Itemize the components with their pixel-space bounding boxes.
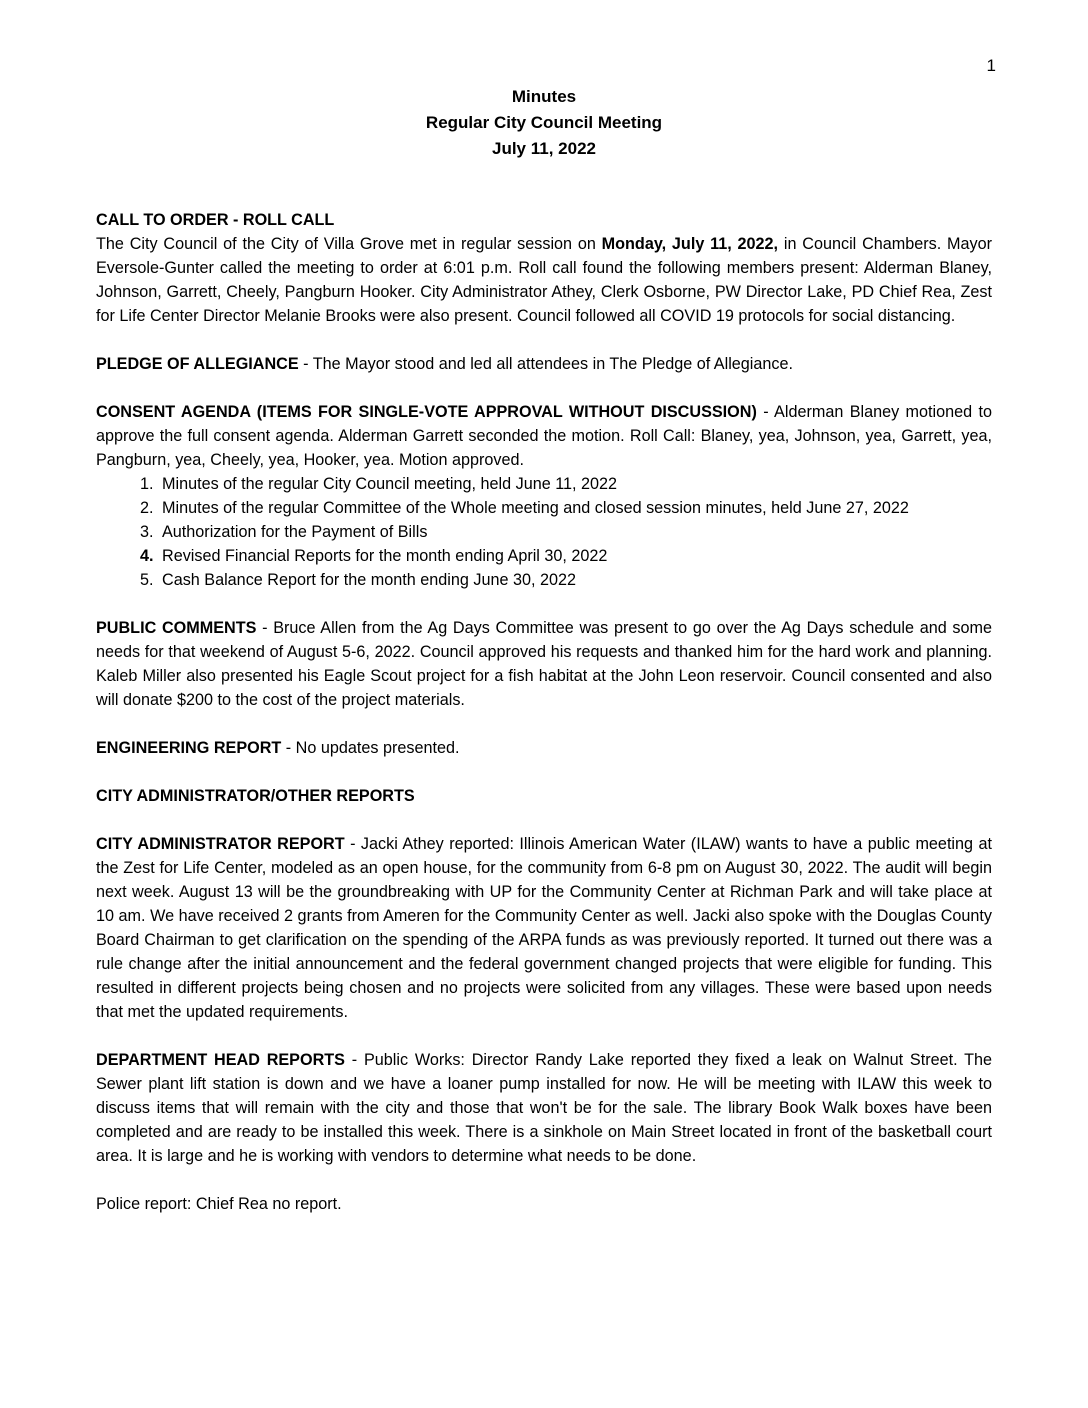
- section-engineering-report: [96, 736, 992, 760]
- consent-agenda-item: 4. Revised Financial Reports for the month ending April 30, 2022: [158, 544, 992, 568]
- section-call-to-order: [96, 208, 992, 328]
- call-to-order-heading: CALL TO ORDER - ROLL CALL: [96, 211, 335, 229]
- department-head-reports-heading: DEPARTMENT HEAD REPORTS: [96, 1051, 345, 1069]
- pledge-heading: PLEDGE OF ALLEGIANCE: [96, 355, 299, 373]
- document-title-block: [0, 84, 1088, 162]
- engineering-report-text: - No updates presented.: [281, 739, 460, 757]
- title-meeting-type: Regular City Council Meeting: [425, 113, 663, 132]
- call-to-order-date-bold: Monday, July 11, 2022,: [601, 235, 779, 253]
- call-to-order-paragraph: [96, 232, 992, 328]
- section-consent-agenda: [96, 400, 992, 472]
- consent-agenda-list: [96, 472, 992, 592]
- public-comments-text: - Bruce Allen from the Ag Days Committee was present to go over the Ag Days schedule and some needs for that weekend of August 5-6, 2022. Council approved his requests and thanked him for the hard work and planning. Kaleb Miller also presented his Eagle Scout project for a fish habitat at the John Leon reservoir. Council consented and also will donate $200 to the cost of the project materials.: [96, 619, 993, 709]
- public-comments-heading: PUBLIC COMMENTS: [96, 619, 257, 637]
- section-public-comments: [96, 616, 992, 712]
- call-to-order-text-after: in Council Chambers. Mayor Eversole-Gunter called the meeting to order at 6:01 p.m. Roll call found the following members present: Alderman Blaney, Johnson, Garrett, Cheely, Pangburn Hooker. City Administrator Athey, Clerk Osborne, PW Director Lake, PD Chief Rea, Zest for Life Center Director Melanie Brooks were also present. Council followed all COVID 19 protocols for social distancing.: [96, 235, 993, 325]
- engineering-report-heading: ENGINEERING REPORT: [96, 739, 282, 757]
- section-department-head-reports: [96, 1048, 992, 1168]
- section-city-admin-report: [96, 832, 992, 1024]
- city-admin-report-text: - Jacki Athey reported: Illinois American Water (ILAW) wants to have a public meeting at the Zest for Life Center, modeled as an open house, for the community from 6-8 pm on August 30, 2022. The audit will begin next week. August 13 will be the groundbreaking with UP for the Community Center at Richman Park and will take place at 10 am. We have received 2 grants from Ameren for the Community Center as well. Jacki also spoke with the Douglas County Board Chairman to get clarification on the spending of the ARPA funds as was previously reported. It turned out there was a rule change after the initial announcement and the federal government changed projects that were eligible for funding. This resulted in different projects being chosen and no projects were solicited from any villages. These were based upon needs that met the updated requirements.: [96, 835, 992, 1021]
- consent-agenda-item: 5. Cash Balance Report for the month ending June 30, 2022: [158, 568, 992, 592]
- other-reports-heading: CITY ADMINISTRATOR/OTHER REPORTS: [96, 787, 415, 805]
- consent-agenda-item: 3. Authorization for the Payment of Bills: [158, 520, 992, 544]
- title-meeting-date: July 11, 2022: [492, 139, 596, 158]
- call-to-order-text-before: The City Council of the City of Villa Grove met in regular session on: [96, 235, 602, 253]
- consent-agenda-text: - Alderman Blaney motioned to approve the full consent agenda. Alderman Garrett seconded the motion. Roll Call: Blaney, yea, Johnson, yea, Garrett, yea, Pangburn, yea, Cheely, yea, Hooker, yea. Motion approved.: [96, 403, 992, 469]
- pledge-text: - The Mayor stood and led all attendees in The Pledge of Allegiance.: [298, 355, 793, 373]
- document-body: [96, 208, 992, 1240]
- department-head-reports-text: - Public Works: Director Randy Lake reported they fixed a leak on Walnut Street. The Sewer plant lift station is down and we have a loaner pump installed for now. He will be meeting with ILAW this week to discuss items that will remain with the city and those that won't be for the sale. The library Book Walk boxes have been completed and are ready to be installed this week. There is a sinkhole on Main Street located in front of the basketball court area. It is large and he is working with vendors to determine what needs to be done.: [96, 1051, 992, 1165]
- consent-agenda-item: 1. Minutes of the regular City Council meeting, held June 11, 2022: [158, 472, 992, 496]
- consent-agenda-item: 2. Minutes of the regular Committee of the Whole meeting and closed session minutes, held June 27, 2022: [158, 496, 992, 520]
- city-admin-report-heading: CITY ADMINISTRATOR REPORT: [96, 835, 345, 853]
- section-pledge: [96, 352, 992, 376]
- police-report: Police report: Chief Rea no report.: [96, 1195, 342, 1213]
- title-minutes: Minutes: [511, 87, 577, 106]
- page-number: 1: [986, 56, 996, 75]
- consent-agenda-heading: CONSENT AGENDA (ITEMS FOR SINGLE-VOTE APPROVAL WITHOUT DISCUSSION): [96, 403, 757, 421]
